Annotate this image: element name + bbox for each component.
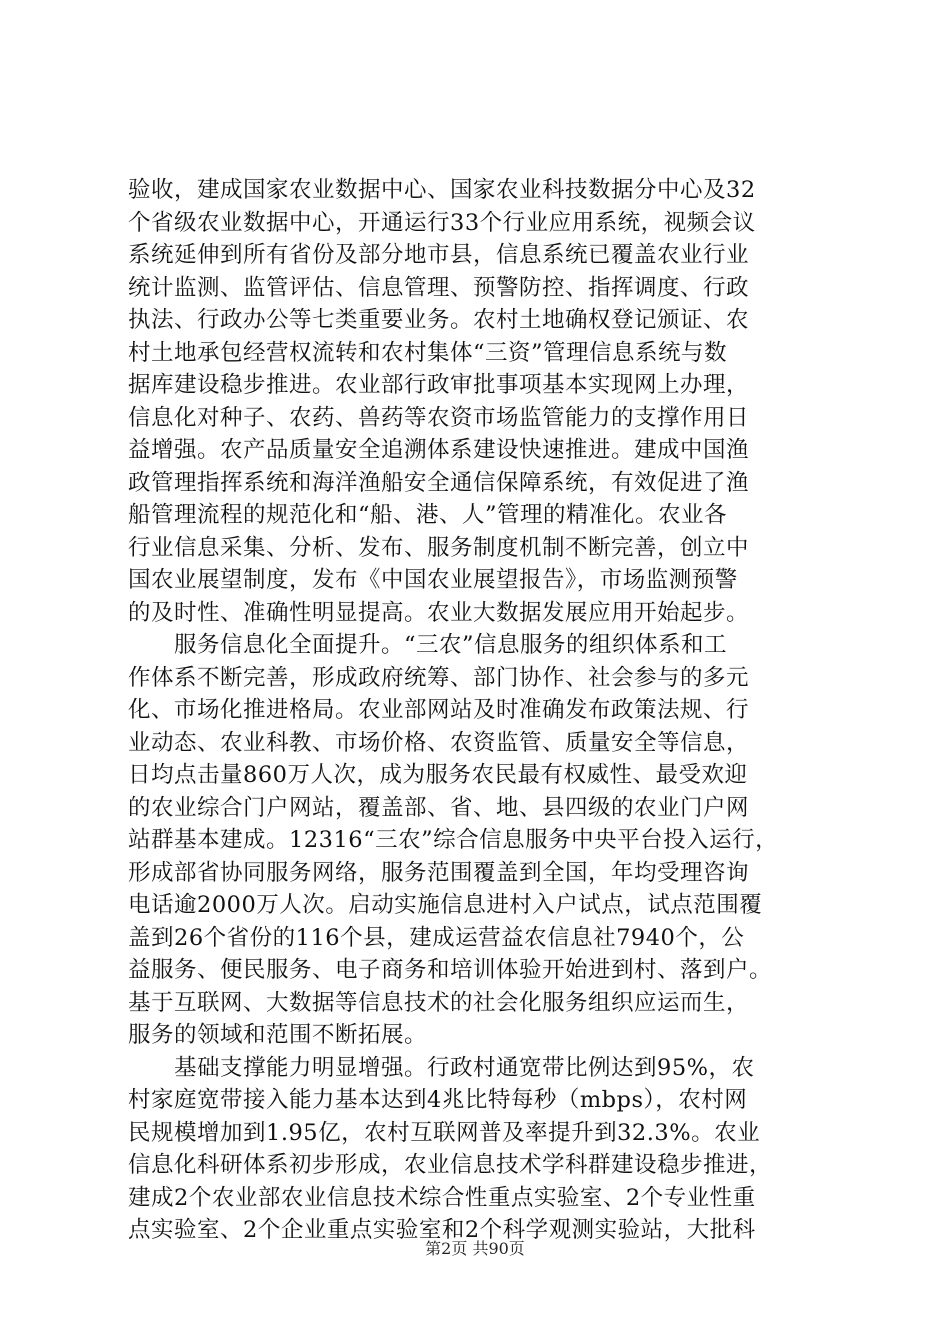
text-line: 作体系不断完善，形成政府统筹、部门协作、社会参与的多元 bbox=[128, 664, 750, 691]
text-line: 政管理指挥系统和海洋渔船安全通信保障系统，有效促进了渔 bbox=[128, 469, 750, 496]
body-text bbox=[128, 174, 828, 1247]
text-line: 建成2个农业部农业信息技术综合性重点实验室、2个专业性重 bbox=[128, 1184, 756, 1211]
text-line: 益增强。农产品质量安全追溯体系建设快速推进。建成中国渔 bbox=[128, 437, 750, 463]
text-line: 验收，建成国家农业数据中心、国家农业科技数据分中心及32 bbox=[128, 177, 756, 203]
text-line: 化、市场化推进格局。农业部网站及时准确发布政策法规、行 bbox=[128, 697, 750, 723]
text-line: 船管理流程的规范化和“船、港、人”管理的精准化。农业各 bbox=[128, 502, 728, 528]
text-line: 信息化科研体系初步形成，农业信息技术学科群建设稳步推进， bbox=[128, 1152, 773, 1178]
text-line: 日均点击量860万人次，成为服务农民最有权威性、最受欢迎 bbox=[128, 762, 748, 788]
text-line: 的及时性、准确性明显提高。农业大数据发展应用开始起步。 bbox=[128, 599, 750, 626]
paragraph-start-line: 基础支撑能力明显增强。行政村通宽带比例达到95%，农 bbox=[128, 1054, 755, 1081]
text-line: 服务的领域和范围不断拓展。 bbox=[128, 1022, 428, 1048]
text-line: 个省级农业数据中心，开通运行33个行业应用系统，视频会议 bbox=[128, 209, 756, 236]
text-line: 电话逾2000万人次。启动实施信息进村入户试点，试点范围覆 bbox=[128, 892, 763, 918]
text-line: 的农业综合门户网站，覆盖部、省、地、县四级的农业门户网 bbox=[128, 794, 750, 821]
text-line: 站群基本建成。12316“三农”综合信息服务中央平台投入运行， bbox=[128, 827, 779, 853]
text-line: 民规模增加到1.95亿，农村互联网普及率提升到32.3%。农业 bbox=[128, 1119, 761, 1146]
text-line: 盖到26个省份的116个县，建成运营益农信息社7940个，公 bbox=[128, 924, 745, 951]
text-line: 统计监测、监管评估、信息管理、预警防控、指挥调度、行政 bbox=[128, 274, 750, 301]
text-line: 系统延伸到所有省份及部分地市县，信息系统已覆盖农业行业 bbox=[128, 242, 750, 268]
paragraph-start-line: 服务信息化全面提升。“三农”信息服务的组织体系和工 bbox=[128, 632, 728, 658]
text-line: 村家庭宽带接入能力基本达到4兆比特每秒（mbps），农村网 bbox=[128, 1087, 748, 1113]
text-line: 国农业展望制度，发布《中国农业展望报告》，市场监测预警 bbox=[128, 567, 738, 593]
text-line: 行业信息采集、分析、发布、服务制度机制不断完善，创立中 bbox=[128, 534, 750, 561]
text-line: 基于互联网、大数据等信息技术的社会化服务组织应运而生， bbox=[128, 989, 750, 1016]
text-line: 形成部省协同服务网络，服务范围覆盖到全国，年均受理咨询 bbox=[128, 859, 750, 886]
text-line: 点实验室、2个企业重点实验室和2个科学观测实验站，大批科 bbox=[128, 1217, 756, 1243]
page-number-footer: 第2页 共90页 bbox=[425, 1239, 525, 1258]
text-line: 业动态、农业科教、市场价格、农资监管、质量安全等信息， bbox=[128, 729, 750, 756]
text-line: 据库建设稳步推进。农业部行政审批事项基本实现网上办理， bbox=[128, 372, 750, 398]
text-line: 信息化对种子、农药、兽药等农资市场监管能力的支撑作用日 bbox=[128, 404, 750, 431]
text-line: 村土地承包经营权流转和农村集体“三资”管理信息系统与数 bbox=[128, 339, 728, 366]
text-line: 益服务、便民服务、电子商务和培训体验开始进到村、落到户。 bbox=[128, 957, 773, 983]
text-line: 执法、行政办公等七类重要业务。农村土地确权登记颁证、农 bbox=[128, 307, 750, 333]
